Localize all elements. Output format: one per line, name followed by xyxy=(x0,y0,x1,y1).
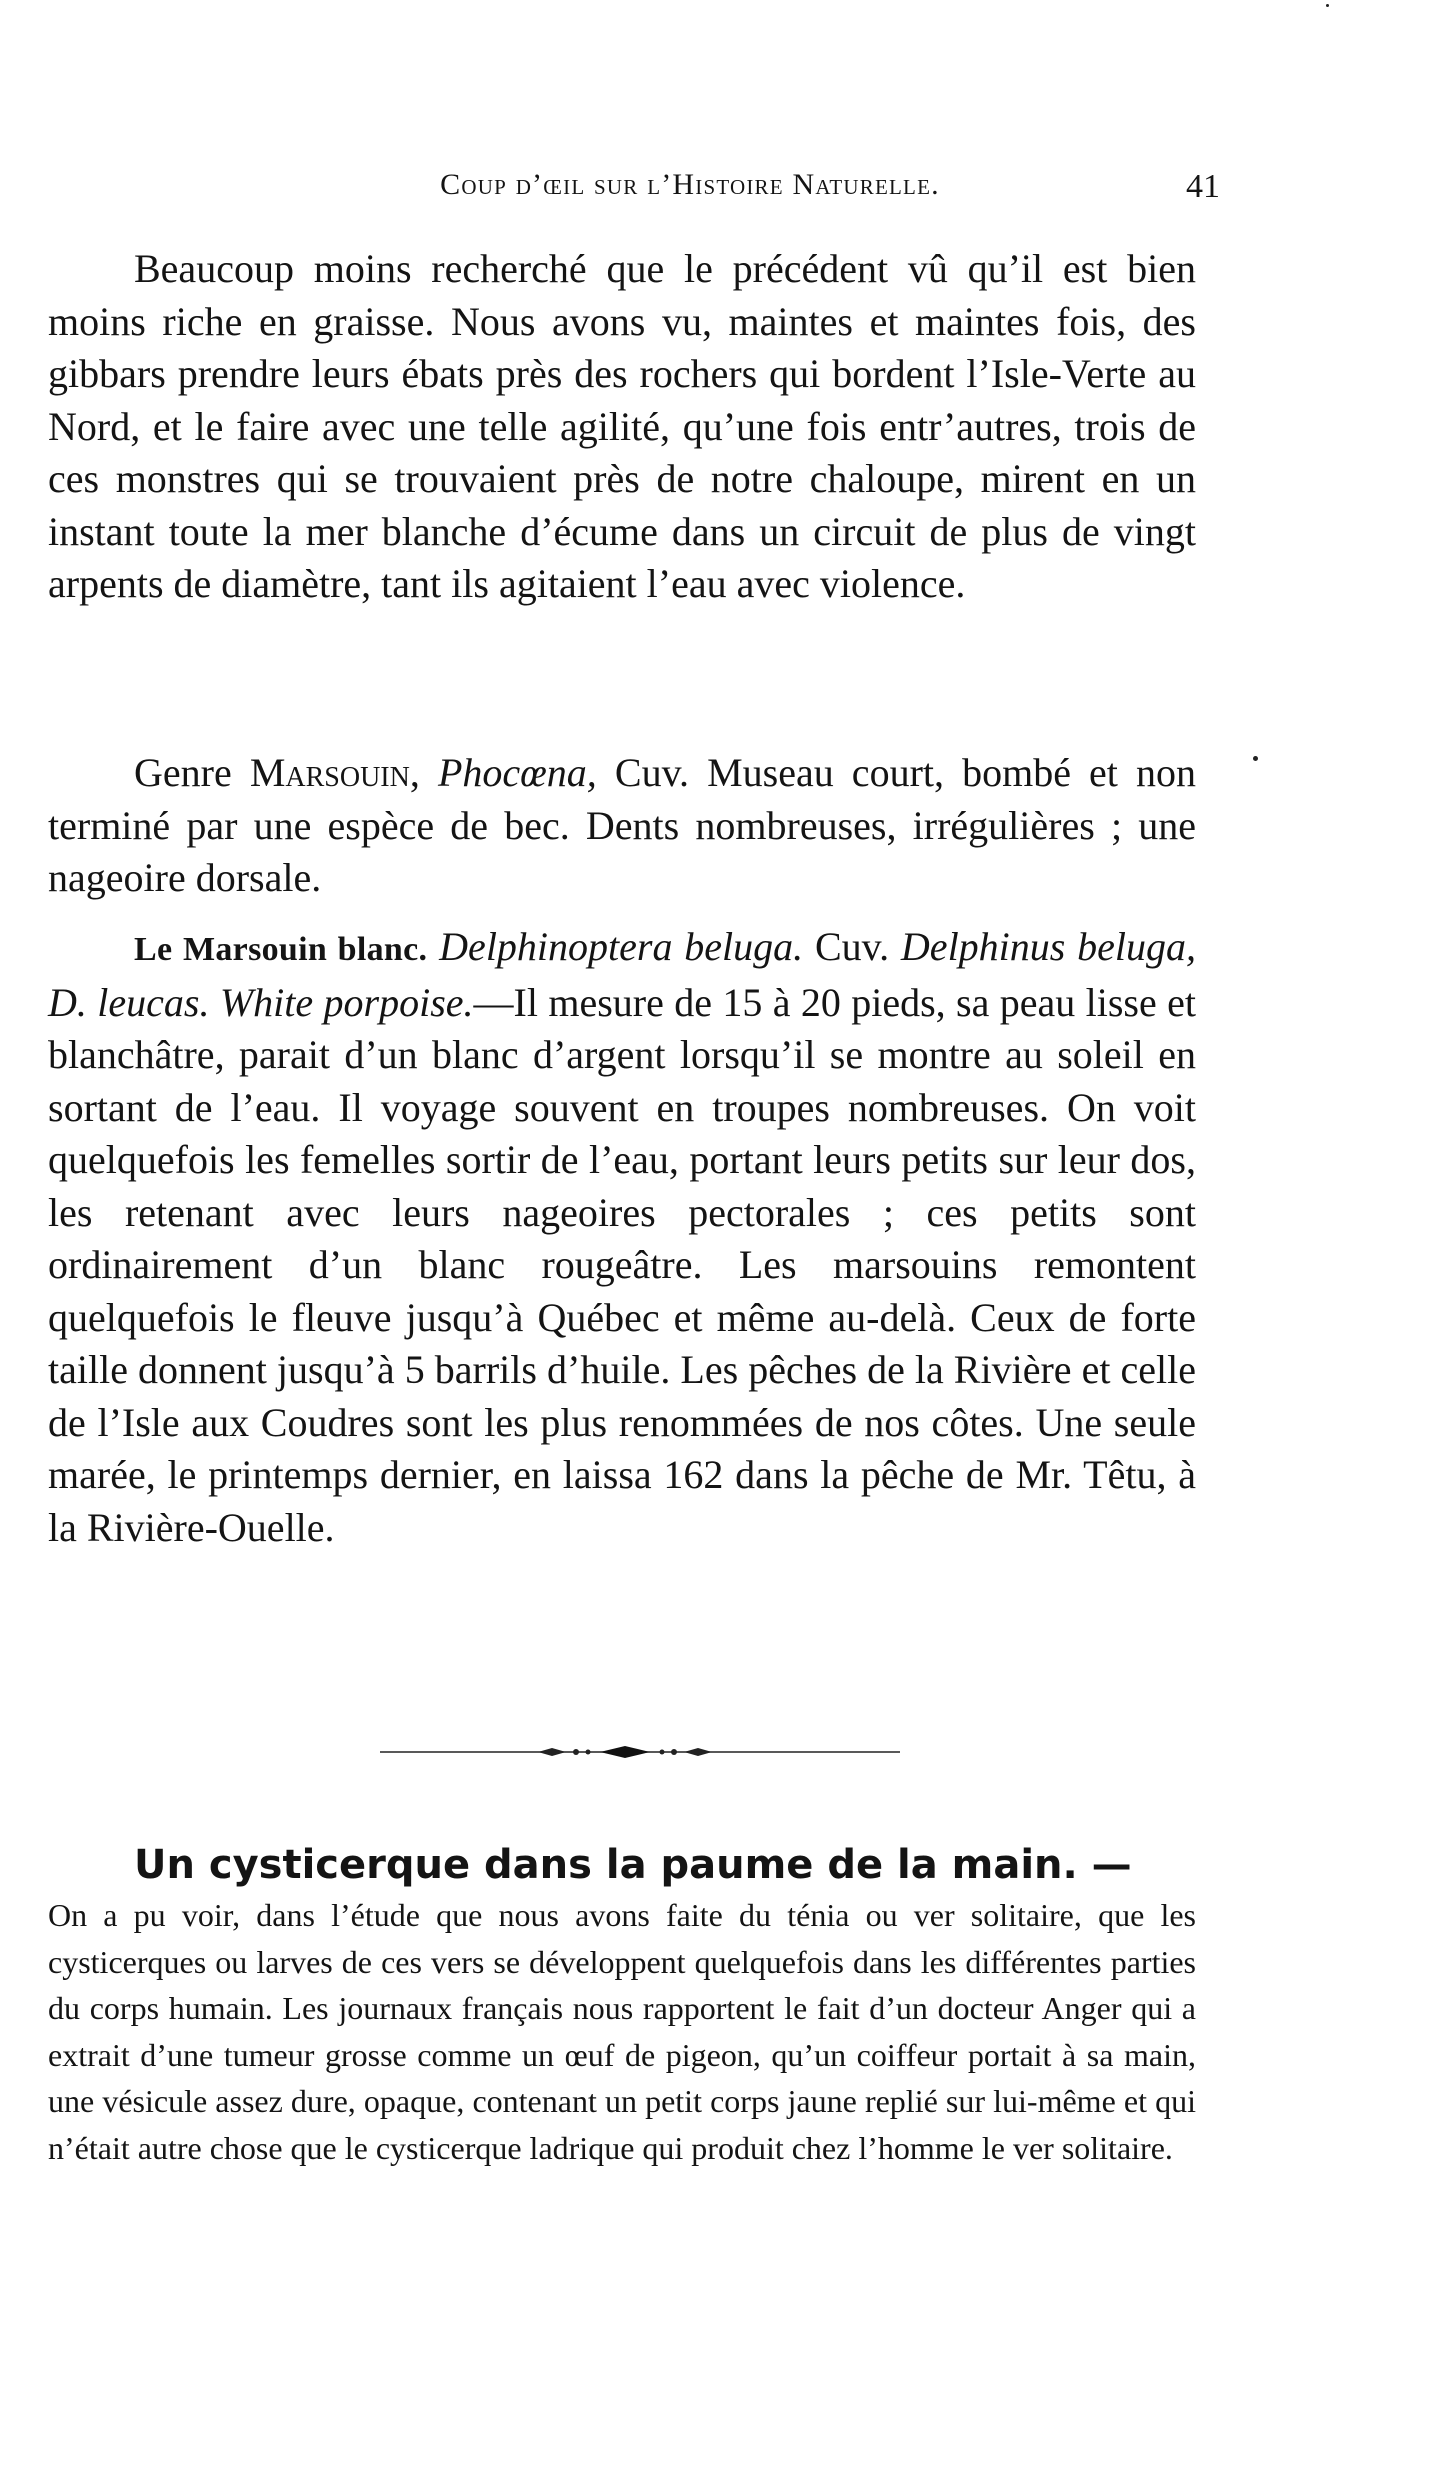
paragraph-marsouin-blanc xyxy=(48,921,1196,1554)
paragraph-gibbar xyxy=(48,243,1196,611)
page-number: 41 xyxy=(1186,168,1220,205)
latin-species: Delphinoptera beluga. xyxy=(439,924,804,969)
note-text: On a pu voir, dans l’étude que nous avons faite du ténia ou ver solitaire, que les cysticerques ou larves de ces vers se développent quelquefois dans les différentes parties du corps humain. Les journaux français nous rapportent le fait d’un docteur Anger qui a extrait d’une tumeur grosse comme un œuf de pigeon, qu’un coiffeur portait à sa main, une vésicule assez dure, opaque, contenant un petit corps jaune replié sur lui-même et qui n’était autre chose que le cysticerque ladrique qui produit chez l’homme le ver solitaire. xyxy=(48,1897,1196,2166)
paragraph-genre-marsouin xyxy=(48,747,1196,905)
authority-abbrev: Cuv. xyxy=(815,924,890,969)
latin-genus: Phocœna, xyxy=(437,750,597,795)
print-speck xyxy=(1253,756,1258,761)
genre-label: Genre xyxy=(134,750,232,795)
note-title: Un cysticerque dans la paume de la main. — xyxy=(134,1842,1132,1888)
paragraph-text: Beaucoup moins recherché que le précédent vû qu’il est bien moins riche en graisse. Nous avons vu, maintes et maintes fois, des gibbars prendre leurs ébats près des rochers qui bordent l’Isle-Verte au Nord, et le faire avec une telle agilité, qu’une fois entr’autres, trois de ces monstres qui se trouvaient près de notre chaloupe, mirent en un instant toute la mer blanche d’écume dans un circuit de plus de vingt arpents de diamètre, tant ils agitaient l’eau avec violence. xyxy=(48,246,1196,606)
page-header xyxy=(140,168,1220,216)
species-name: Le Marsouin blanc. xyxy=(134,931,428,968)
genre-description: Cuv. Museau court, bombé et non terminé par une espèce de bec. Dents nombreuses, irrégulières ; une nageoire dorsale. xyxy=(48,750,1196,900)
running-title: Coup d’œil sur l’Histoire Naturelle. xyxy=(440,168,940,201)
section-divider-ornament xyxy=(380,1745,900,1759)
latin-synonyms: Delphinus beluga, D. leucas. White porpoise. xyxy=(48,924,1197,1025)
genre-name: Marsouin, xyxy=(249,750,420,795)
species-description: —Il mesure de 15 à 20 pieds, sa peau lisse et blanchâtre, parait d’un blanc d’argent lorsqu’il se montre au soleil en sortant de l’eau. Il voyage souvent en troupes nombreuses. On voit quelquefois les femelles sortir de l’eau, portant leurs petits sur leur dos, les retenant avec leurs nageoires pectorales ; ces petits sont ordinairement d’un blanc rougeâtre. Les marsouins remontent quelquefois le fleuve jusqu’à Québec et même au-delà. Ceux de forte taille donnent jusqu’à 5 barrils d’huile. Les pêches de la Rivière et celle de l’Isle aux Coudres sont les plus renommées de nos côtes. Une seule marée, le printemps dernier, en laissa 162 dans la pêche de Mr. Têtu, à la Rivière-Ouelle. xyxy=(48,979,1196,1550)
note-body xyxy=(48,1892,1196,2172)
print-speck xyxy=(1326,4,1329,7)
